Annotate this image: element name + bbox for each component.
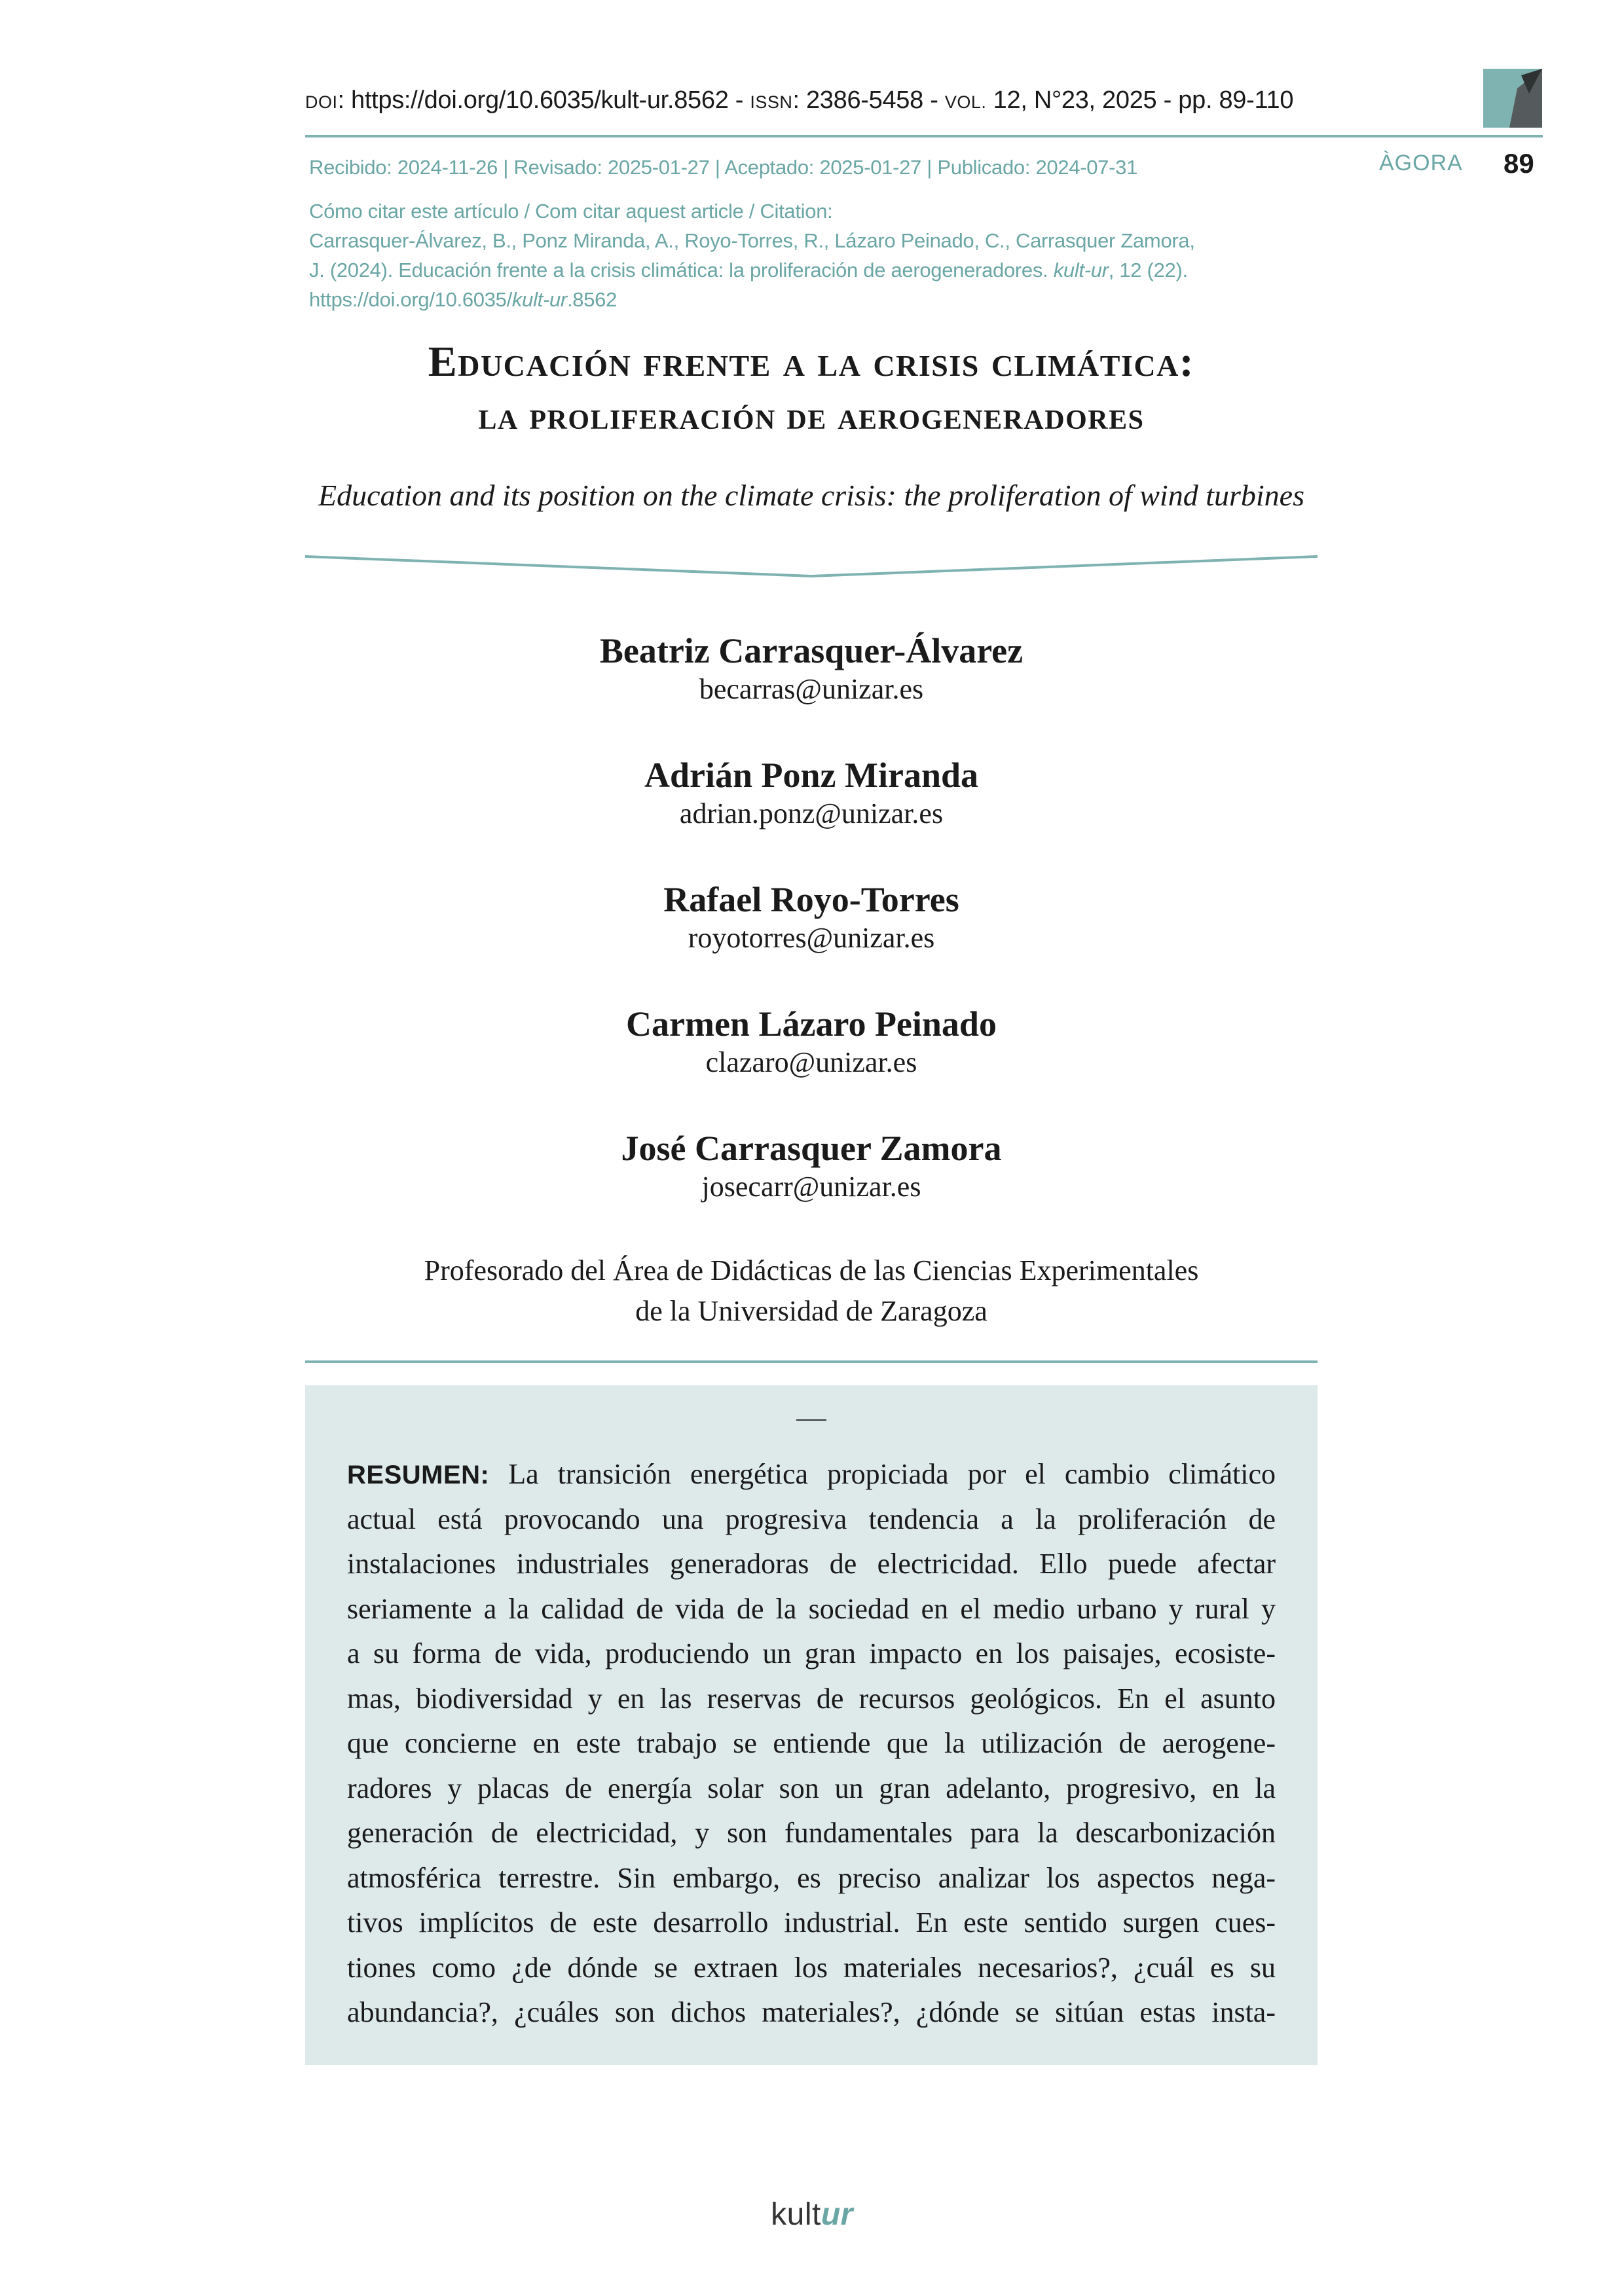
citation-label: Cómo citar este artículo / Com citar aquest article / Citation: (309, 200, 833, 223)
abstract-line: atmosférica terrestre. Sin embargo, es preciso analizar los aspectos nega- (347, 1861, 1276, 1894)
author-email[interactable]: clazaro@unizar.es (705, 1046, 917, 1078)
chevron-divider (305, 543, 1318, 583)
author-list (305, 630, 1318, 1252)
header-divider (305, 135, 1543, 137)
abstract-line: tiones como ¿de dónde se extraen los materiales necesarios?, ¿cuál es su (347, 1951, 1276, 1984)
title-line-2: la proliferación de aerogeneradores (478, 394, 1145, 437)
affiliation (305, 1250, 1318, 1332)
author-email[interactable]: adrian.ponz@unizar.es (679, 797, 944, 829)
author-email[interactable]: josecarr@unizar.es (701, 1171, 921, 1203)
abstract-dash (796, 1419, 826, 1421)
abstract-label: RESUMEN: (347, 1461, 490, 1489)
citation-text: J. (2024). Educación frente a la crisis climática: la proliferación de aerogeneradores. (309, 259, 1054, 282)
article-subtitle: Education and its position on the climate crisis: the proliferation of wind turbines (318, 479, 1304, 512)
doi-line: DOI: https://doi.org/10.6035/kult-ur.8562 - ISSN: 2386-5458 - VOL. 12, N°23, 2025 - pp. 89-110 (305, 86, 1294, 114)
abstract-line: seriamente a la calidad de vida de la sociedad en el medio urbano y rural y (347, 1592, 1276, 1625)
abstract-line: radores y placas de energía solar son un gran adelanto, progresivo, en la (347, 1772, 1276, 1804)
author-item (305, 1003, 1318, 1127)
citation-line-2 (309, 255, 1318, 285)
author-name: Rafael Royo-Torres (663, 880, 959, 919)
abstract-line: mas, biodiversidad y en las reservas de recursos geológicos. En el asunto (347, 1682, 1276, 1715)
affiliation-line-2: de la Universidad de Zaragoza (635, 1295, 987, 1327)
citation-doi[interactable]: .8562 (566, 288, 618, 311)
author-item (305, 630, 1318, 754)
vol-label: VOL. (944, 92, 987, 112)
author-item (305, 754, 1318, 879)
journal-footer-logo (760, 2196, 864, 2232)
abstract-line-text: La transición energética propiciada por el cambio climático (489, 1458, 1276, 1490)
citation-doi[interactable]: https://doi.org/10.6035/ (309, 288, 512, 311)
doi-link[interactable]: https://doi.org/10.6035/kult-ur.8562 (351, 86, 729, 114)
abstract-line: que concierne en este trabajo se entiende que la utilización de aerogene- (347, 1727, 1276, 1759)
affiliation-line-1: Profesorado del Área de Didácticas de las Ciencias Experimentales (424, 1254, 1199, 1286)
citation-journal: kult-ur (1053, 259, 1109, 282)
author-email[interactable]: becarras@unizar.es (699, 673, 924, 705)
author-item (305, 879, 1318, 1003)
article-title (305, 335, 1318, 443)
abstract-line: instalaciones industriales generadoras de electricidad. Ello puede afectar (347, 1548, 1276, 1580)
logo-suffix: ur (821, 2197, 853, 2232)
publication-dates: Recibido: 2024-11-26 | Revisado: 2025-01-27 | Aceptado: 2025-01-27 | Publicado: 2024-07-31 (309, 156, 1138, 179)
issn-label: ISSN (750, 92, 793, 112)
vol-value: 12, N°23, 2025 (993, 86, 1157, 114)
author-item (305, 1127, 1318, 1252)
abstract-line: generación de electricidad, y son fundamentales para la descarbonización (347, 1817, 1276, 1849)
author-email[interactable]: royotorres@unizar.es (688, 922, 935, 954)
doi-label: DOI (305, 92, 338, 112)
issn-value: 2386-5458 (805, 86, 923, 114)
author-name: José Carrasquer Zamora (621, 1129, 1002, 1168)
author-name: Beatriz Carrasquer-Álvarez (599, 631, 1024, 670)
journal-corner-logo-icon (1483, 69, 1542, 128)
citation-text: , 12 (22). (1108, 259, 1188, 282)
abstract-line: actual está provocando una progresiva tendencia a la proliferación de (347, 1503, 1276, 1535)
author-name: Carmen Lázaro Peinado (626, 1004, 997, 1044)
abstract-text (347, 1452, 1276, 2035)
page-range: pp. 89-110 (1178, 86, 1294, 114)
citation-line-1: Carrasquer-Álvarez, B., Ponz Miranda, A., Royo-Torres, R., Lázaro Peinado, C., Carrasquer Zamora, (309, 229, 1195, 252)
title-line-1: Educación frente a la crisis climática: (428, 338, 1195, 386)
logo-prefix: kult (771, 2197, 821, 2232)
abstract-line: abundancia?, ¿cuáles son dichos materiales?, ¿dónde se sitúan estas insta- (347, 1996, 1276, 2028)
author-name: Adrián Ponz Miranda (644, 756, 979, 795)
abstract-line: a su forma de vida, produciendo un gran impacto en los paisajes, ecosiste- (347, 1637, 1276, 1669)
section-name: ÀGORA (1379, 151, 1463, 175)
page-number: 89 (1504, 148, 1534, 179)
abstract-line: tivos implícitos de este desarrollo industrial. En este sentido surgen cues- (347, 1906, 1276, 1939)
citation-block (309, 196, 1318, 314)
citation-journal: kult-ur (511, 288, 567, 311)
abstract-line (347, 1452, 1276, 1497)
affiliation-divider (305, 1360, 1318, 1363)
citation-line-3[interactable] (309, 285, 1318, 314)
